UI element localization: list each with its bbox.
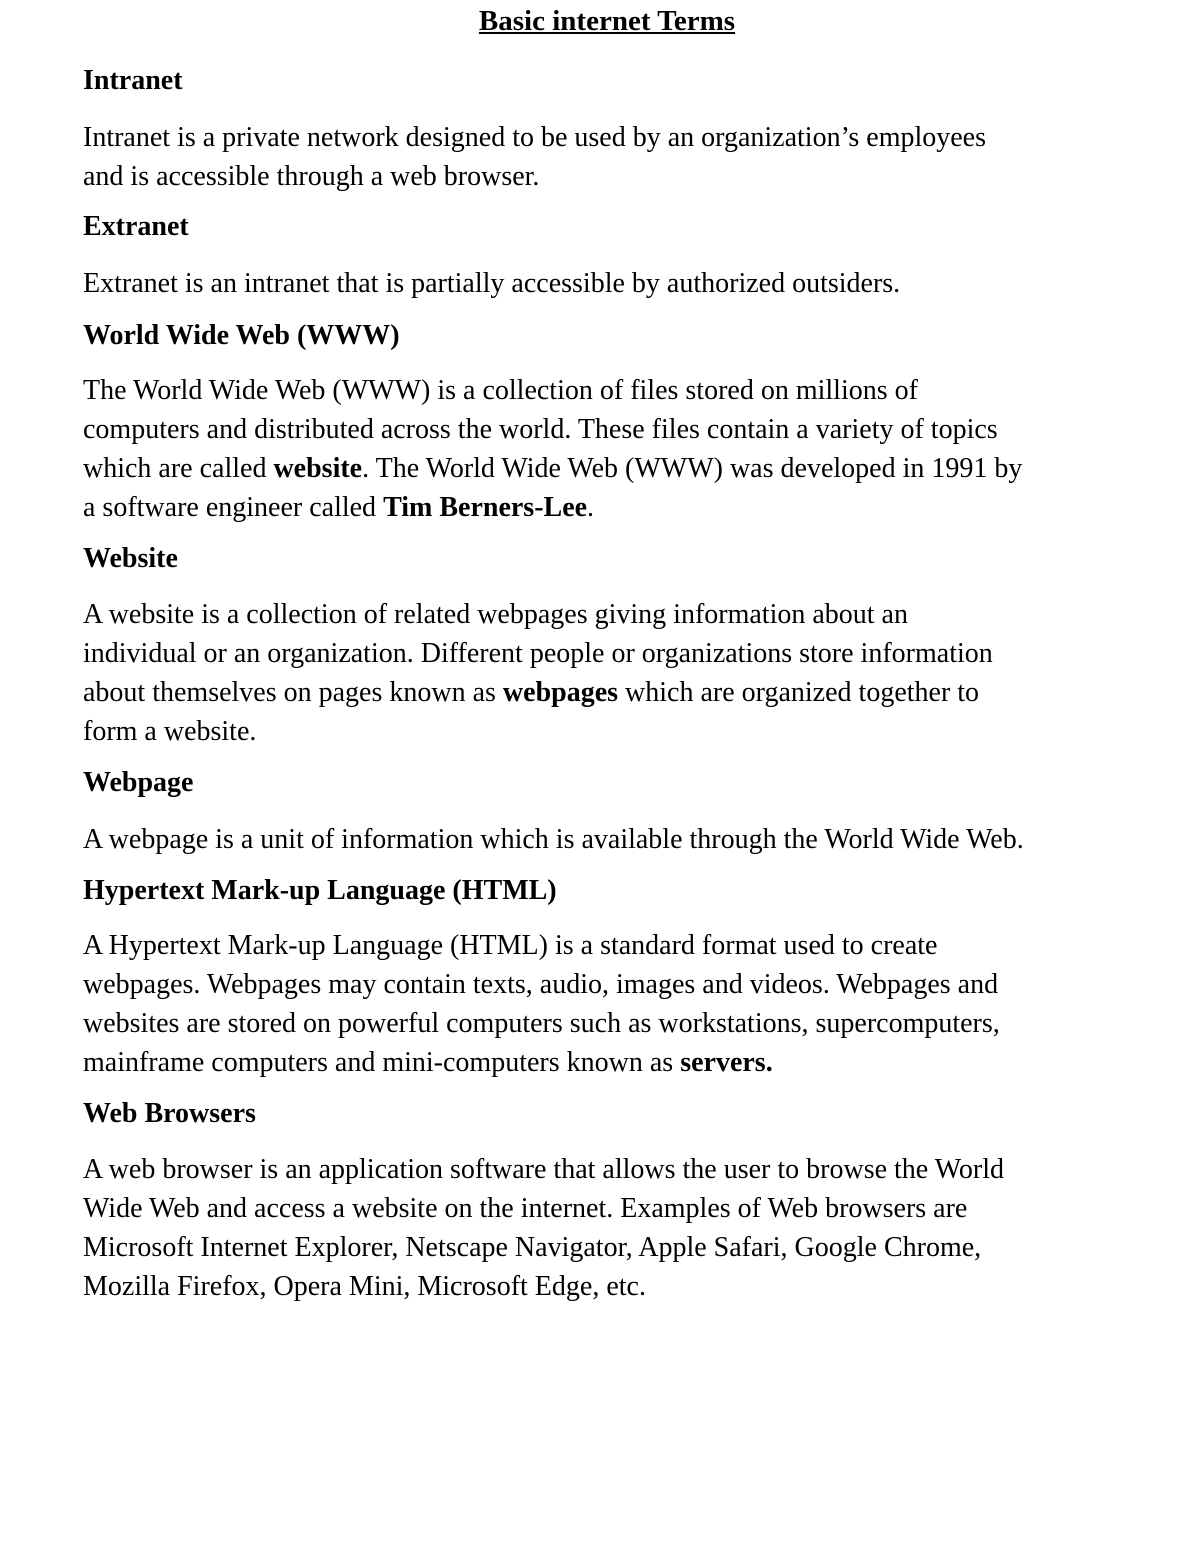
paragraph-line [83, 449, 1153, 488]
paragraph-html [83, 926, 1153, 1082]
paragraph-line: A web browser is an application software that allows the user to browse the World [83, 1154, 1005, 1185]
paragraph-line: Microsoft Internet Explorer, Netscape Navigator, Apple Safari, Google Chrome, [83, 1232, 982, 1263]
paragraph-line [83, 488, 1153, 527]
paragraph-line [83, 1043, 1153, 1082]
term-servers: servers. [680, 1047, 773, 1078]
paragraph-line: form a website. [83, 716, 257, 747]
paragraph-line: A webpage is a unit of information which is available through the World Wide Web. [83, 824, 1024, 855]
text-run: which are called [83, 453, 274, 484]
paragraph-line: webpages. Webpages may contain texts, audio, images and videos. Webpages and [83, 969, 999, 1000]
heading-webpage: Webpage [83, 767, 194, 798]
document-page [83, 0, 1153, 1306]
paragraph-world-wide-web [83, 371, 1153, 527]
paragraph-line: A Hypertext Mark-up Language (HTML) is a standard format used to create [83, 930, 938, 961]
term-website: website [273, 453, 363, 484]
paragraph-line: websites are stored on powerful computers such as workstations, supercomputers, [83, 1008, 1000, 1039]
document-title: Basic internet Terms [478, 5, 736, 37]
term-tim-berners-lee: Tim Berners-Lee [383, 492, 588, 523]
heading-extranet: Extranet [83, 211, 189, 242]
paragraph-line: The World Wide Web (WWW) is a collection of files stored on millions of [83, 375, 918, 406]
paragraph-line: A website is a collection of related webpages giving information about an [83, 599, 908, 630]
paragraph-line: Intranet is a private network designed to be used by an organization’s employees [83, 122, 986, 153]
text-run: . [587, 492, 595, 523]
heading-html: Hypertext Mark-up Language (HTML) [83, 875, 557, 906]
text-run: . The World Wide Web (WWW) was developed in 1991 by [362, 453, 1023, 484]
heading-web-browsers: Web Browsers [83, 1098, 256, 1129]
heading-world-wide-web: World Wide Web (WWW) [83, 320, 400, 351]
paragraph-web-browsers [83, 1150, 1153, 1306]
text-run: which are organized together to [618, 677, 980, 708]
text-run: a software engineer called [83, 492, 384, 523]
paragraph-line: and is accessible through a web browser. [83, 161, 540, 192]
term-webpages: webpages [502, 677, 619, 708]
paragraph-website [83, 595, 1153, 751]
text-run: mainframe computers and mini-computers known as [83, 1047, 681, 1078]
paragraph-line: Extranet is an intranet that is partially accessible by authorized outsiders. [83, 268, 901, 299]
paragraph-line: individual or an organization. Different people or organizations store information [83, 638, 993, 669]
paragraph-line [83, 673, 1153, 712]
paragraph-line: computers and distributed across the world. These files contain a variety of topics [83, 414, 998, 445]
heading-intranet: Intranet [83, 65, 183, 96]
heading-website: Website [83, 543, 178, 574]
paragraph-line: Wide Web and access a website on the internet. Examples of Web browsers are [83, 1193, 968, 1224]
paragraph-line: Mozilla Firefox, Opera Mini, Microsoft Edge, etc. [83, 1271, 646, 1302]
text-run: about themselves on pages known as [83, 677, 503, 708]
paragraph-extranet [83, 264, 1153, 303]
paragraph-webpage [83, 820, 1153, 859]
paragraph-intranet [83, 118, 1153, 196]
